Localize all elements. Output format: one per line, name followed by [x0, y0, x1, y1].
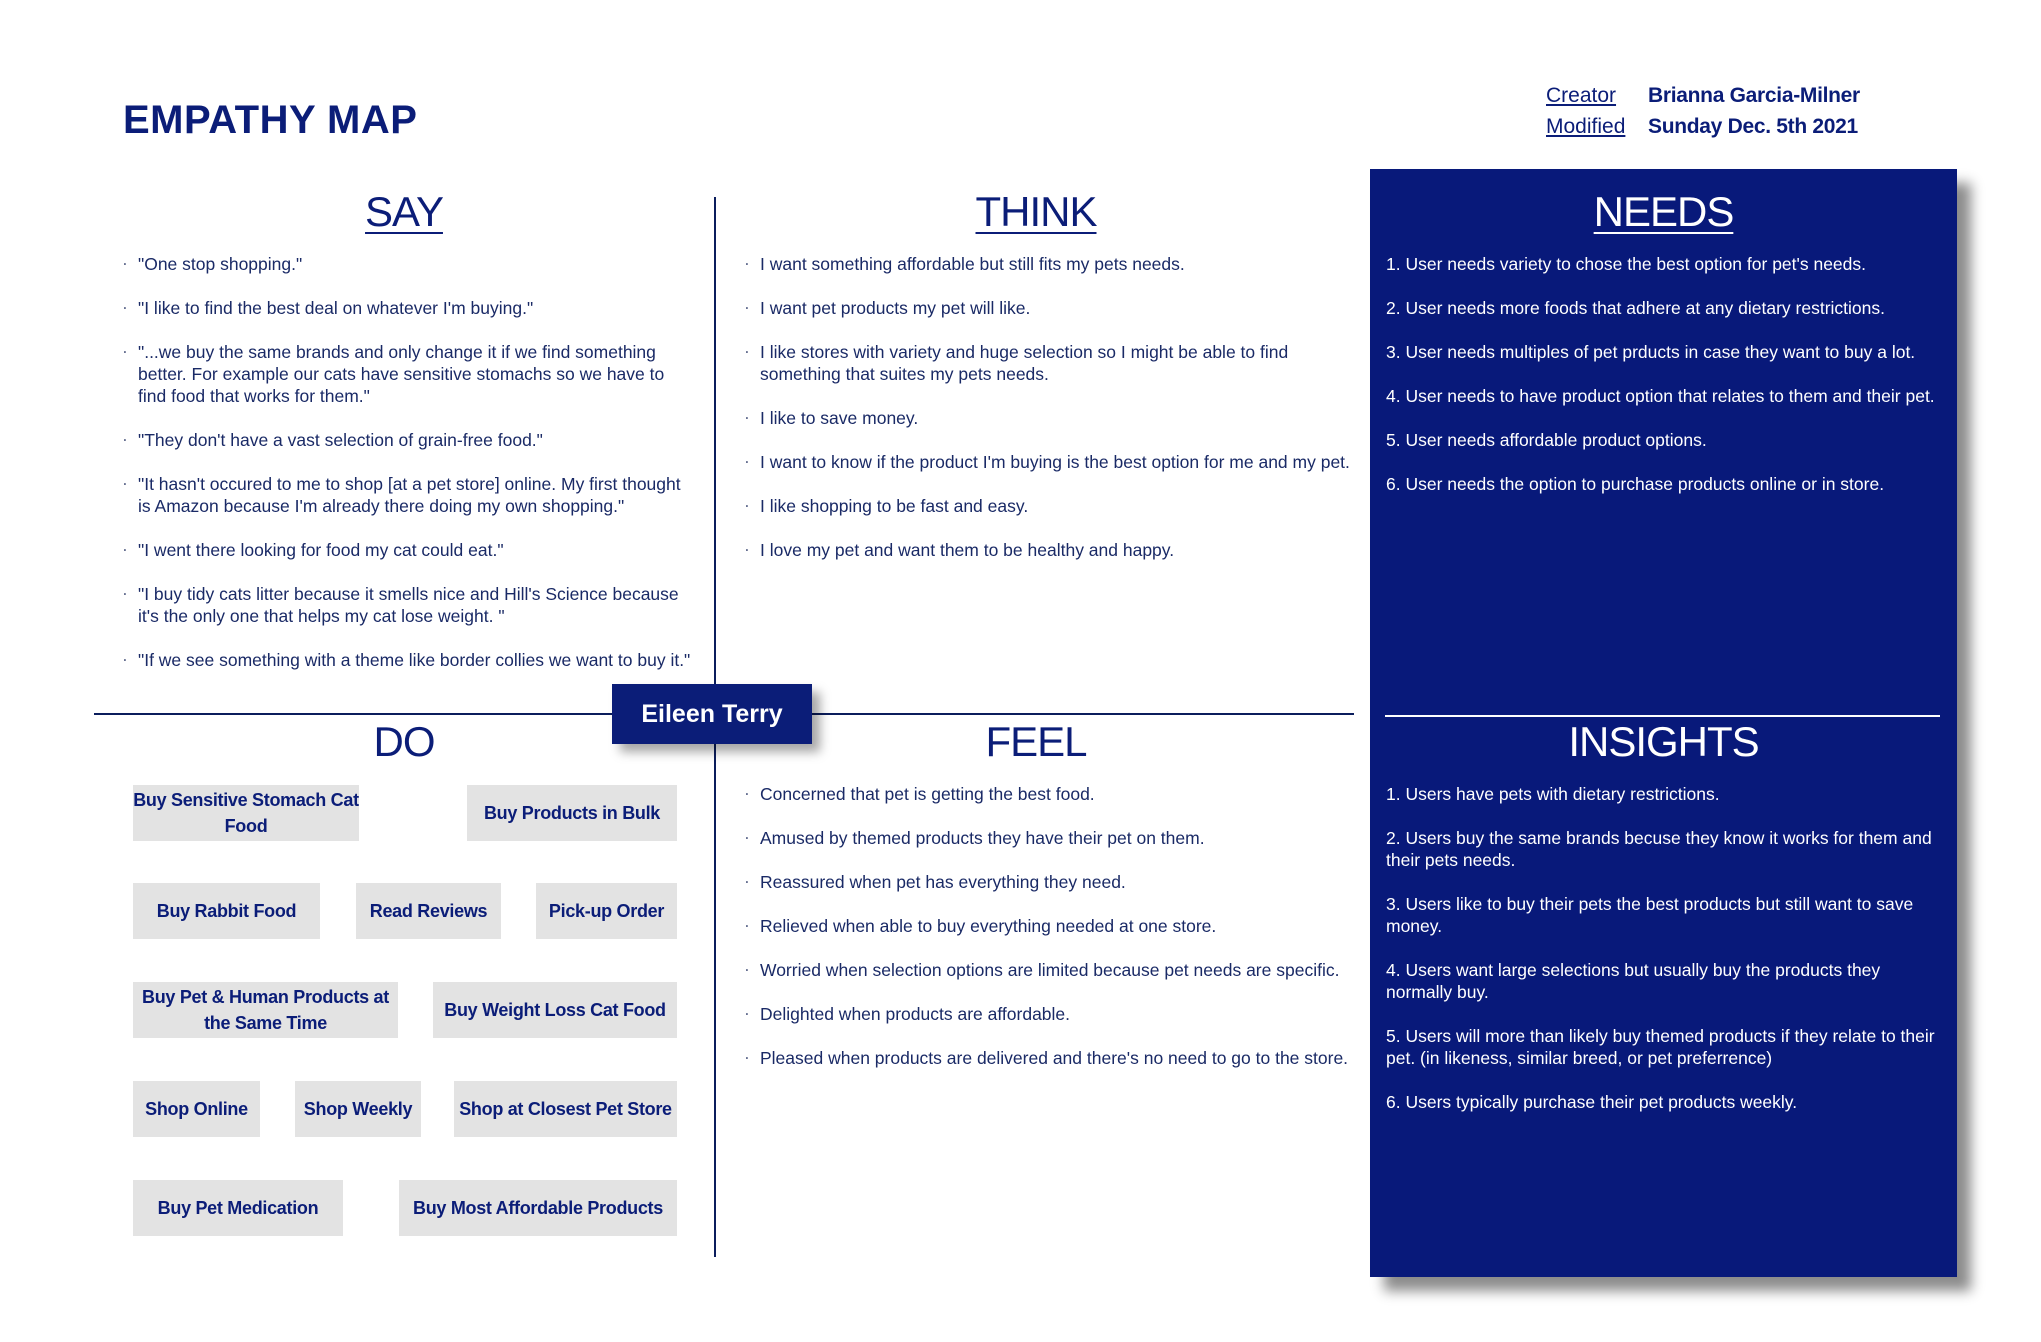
feel-item: · Amused by themed products they have their pet on them.: [744, 827, 1366, 849]
say-item: · "I went there looking for food my cat could eat.": [122, 539, 697, 561]
do-chip: Buy Products in Bulk: [467, 785, 677, 841]
insights-item: 4. Users want large selections but usually buy the products they normally buy.: [1386, 960, 1881, 1002]
feel-list: [744, 783, 1366, 1069]
do-chip: Buy Rabbit Food: [133, 883, 320, 939]
creator-value: Brianna Garcia-Milner: [1648, 84, 1860, 107]
creator-label: Creator: [1546, 84, 1617, 107]
insights-item: 2. Users buy the same brands becuse they know it works for them and their pets needs.: [1386, 828, 1932, 870]
feel-title: FEEL: [985, 718, 1087, 765]
feel-item: · Relieved when able to buy everything needed at one store.: [744, 915, 1366, 937]
needs-title: NEEDS: [1593, 188, 1734, 235]
needs-item: 4. User needs to have product option that relates to them and their pet.: [1386, 386, 1935, 406]
do-chip: Buy Pet & Human Products at the Same Time: [133, 982, 398, 1038]
do-chip: Shop Online: [133, 1081, 260, 1137]
say-item: · "If we see something with a theme like border collies we want to buy it.": [122, 649, 697, 671]
needs-item: 6. User needs the option to purchase products online or in store.: [1386, 474, 1885, 494]
think-item: · I love my pet and want them to be healthy and happy.: [744, 539, 1366, 561]
do-chip: Pick-up Order: [536, 883, 677, 939]
needs-item: 1. User needs variety to chose the best option for pet's needs.: [1386, 254, 1867, 274]
do-chip: Buy Weight Loss Cat Food: [433, 982, 677, 1038]
modified-label: Modified: [1546, 115, 1626, 138]
insights-item: 6. Users typically purchase their pet products weekly.: [1386, 1092, 1798, 1112]
panel-divider: [1385, 715, 1940, 717]
think-item: · I like stores with variety and huge selection so I might be able to find something that suites my pets needs.: [744, 341, 1366, 385]
feel-item: · Delighted when products are affordable.: [744, 1003, 1366, 1025]
needs-item: 2. User needs more foods that adhere at any dietary restrictions.: [1386, 298, 1886, 318]
do-chip: Buy Most Affordable Products: [399, 1180, 677, 1236]
think-list: [744, 253, 1366, 561]
say-item: · "I buy tidy cats litter because it smells nice and Hill's Science because it's the only one that helps my cat lose weight. ": [122, 583, 697, 627]
needs-item: 5. User needs affordable product options.: [1386, 430, 1707, 450]
say-title: SAY: [365, 188, 443, 235]
think-title: THINK: [975, 188, 1097, 235]
needs-list: [1386, 253, 1946, 495]
page-title: EMPATHY MAP: [123, 98, 418, 142]
do-chip: Shop at Closest Pet Store: [454, 1081, 677, 1137]
persona-name-badge: Eileen Terry: [612, 684, 812, 744]
say-list: [122, 253, 697, 671]
think-item: · I want something affordable but still fits my pets needs.: [744, 253, 1366, 275]
feel-item: · Reassured when pet has everything they need.: [744, 871, 1366, 893]
say-item: · "One stop shopping.": [122, 253, 697, 275]
insights-item: 3. Users like to buy their pets the best products but still want to save money.: [1386, 894, 1914, 936]
needs-insights-panel: [1370, 169, 1957, 1277]
modified-value: Sunday Dec. 5th 2021: [1648, 115, 1858, 138]
think-item: · I want to know if the product I'm buying is the best option for me and my pet.: [744, 451, 1366, 473]
feel-item: · Concerned that pet is getting the best food.: [744, 783, 1366, 805]
do-chip: Read Reviews: [356, 883, 501, 939]
say-item: · "I like to find the best deal on whatever I'm buying.": [122, 297, 697, 319]
needs-item: 3. User needs multiples of pet prducts in case they want to buy a lot.: [1386, 342, 1916, 362]
insights-item: 5. Users will more than likely buy themed products if they relate to their pet. (in likeness, similar breed, or pet preferrence): [1386, 1026, 1935, 1068]
feel-item: · Pleased when products are delivered and there's no need to go to the store.: [744, 1047, 1366, 1069]
insights-title: INSIGHTS: [1568, 718, 1759, 765]
insights-list: [1386, 783, 1946, 1113]
do-title: DO: [373, 718, 435, 765]
say-item: · "...we buy the same brands and only change it if we find something better. For example our cats have sensitive stomachs so we have to find food that works for them.": [122, 341, 697, 407]
say-item: · "They don't have a vast selection of grain-free food.": [122, 429, 697, 451]
do-chip: Buy Pet Medication: [133, 1180, 343, 1236]
think-item: · I like shopping to be fast and easy.: [744, 495, 1366, 517]
do-chip: Shop Weekly: [295, 1081, 421, 1137]
do-chip: Buy Sensitive Stomach Cat Food: [133, 785, 359, 841]
insights-item: 1. Users have pets with dietary restrictions.: [1386, 784, 1720, 804]
feel-item: · Worried when selection options are limited because pet needs are specific.: [744, 959, 1366, 981]
say-item: · "It hasn't occured to me to shop [at a pet store] online. My first thought is Amazon because I'm already there doing my own shopping.": [122, 473, 697, 517]
think-item: · I want pet products my pet will like.: [744, 297, 1366, 319]
think-item: · I like to save money.: [744, 407, 1366, 429]
